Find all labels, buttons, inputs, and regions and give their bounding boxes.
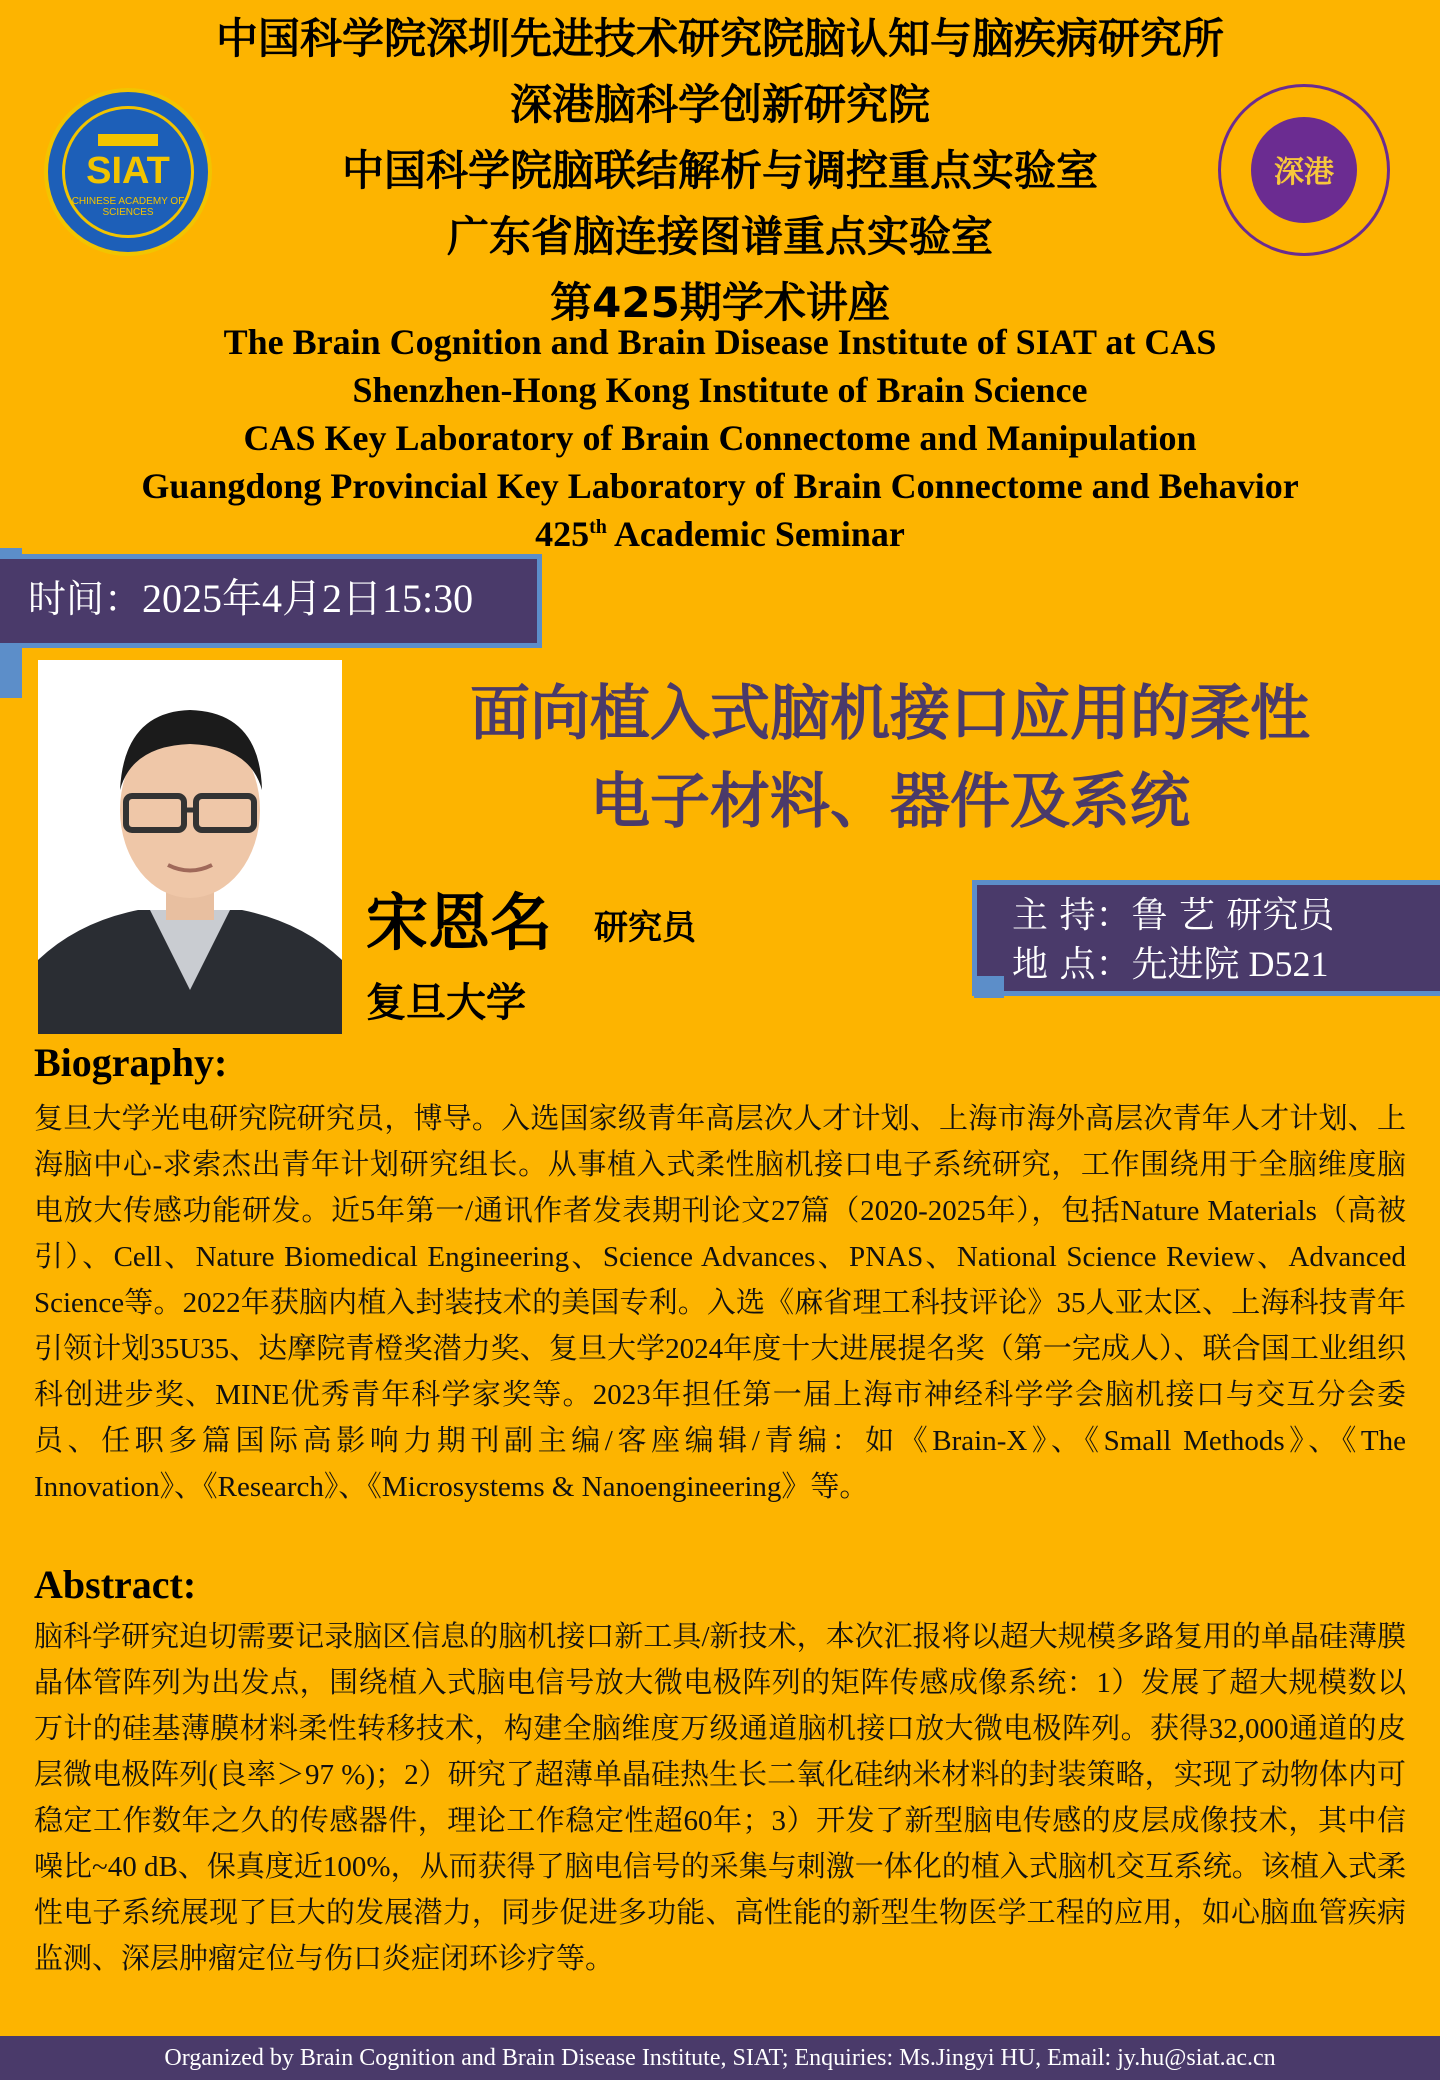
time-value: 2025年4月2日15:30 <box>142 576 474 621</box>
host-venue-text <box>1012 892 1334 989</box>
host-label: 主 持： <box>1012 895 1132 936</box>
footer: Organized by Brain Cognition and Brain Disease Institute, SIAT; Enquiries: Ms.Jingyi HU, Email: jy.hu@siat.ac.cn <box>0 2036 1440 2080</box>
abstract-heading: Abstract: <box>34 1562 197 1607</box>
header-en-titles <box>60 318 1380 558</box>
speaker-name: 宋恩名 <box>366 886 553 959</box>
speaker-photo <box>38 660 342 1034</box>
header-en-line: The Brain Cognition and Brain Disease Institute of SIAT at CAS <box>223 322 1217 362</box>
seminar-label: Academic Seminar <box>613 514 905 554</box>
siat-logo-icon <box>44 88 212 256</box>
header-cn-line: 深港脑科学创新研究院 <box>509 80 930 129</box>
header-cn-line: 广东省脑连接图谱重点实验室 <box>446 212 993 261</box>
header-cn-line: 中国科学院脑联结解析与调控重点实验室 <box>341 146 1098 195</box>
speaker-portrait-icon <box>38 660 342 1034</box>
venue-row <box>1012 940 1334 989</box>
host-value: 鲁 艺 研究员 <box>1131 895 1335 936</box>
talk-title-line: 电子材料、器件及系统 <box>590 767 1190 837</box>
header-en-line: CAS Key Laboratory of Brain Connectome and Manipulation <box>243 418 1197 458</box>
seminar-line <box>60 510 1380 558</box>
header-cn-titles <box>140 6 1300 336</box>
talk-title <box>420 670 1360 846</box>
venue-label: 地 点： <box>1012 944 1132 985</box>
seminar-suffix: th <box>589 516 607 538</box>
time-label: 时间： <box>28 577 143 621</box>
header-en-line: Shenzhen-Hong Kong Institute of Brain Science <box>352 370 1088 410</box>
siat-logo-sub: CHINESE ACADEMY OF SCIENCES <box>71 196 185 218</box>
abstract-text: 脑科学研究迫切需要记录脑区信息的脑机接口新工具/新技术，本次汇报将以超大规模多路复用的单晶硅薄膜晶体管阵列为出发点，围绕植入式脑电信号放大微电极阵列的矩阵传感成像系统：1）发展了超大规模数以万计的硅基薄膜材料柔性转移技术，构建全脑维度万级通道脑机接口放大微电极阵列。获得32,000通道的皮层微电极阵列(良率＞97 %)；2）研究了超薄单晶硅热生长二氧化硅纳米材料的封装策略，实现了动物体内可稳定工作数年之久的传感器件，理论工作稳定性超60年；3）开发了新型脑电传感的皮层成像技术，其中信噪比~40 dB、保真度近100%，从而获得了脑电信号的采集与刺激一体化的植入式脑机交互系统。该植入式柔性电子系统展现了巨大的发展潜力，同步促进多功能、高性能的新型生物医学工程的应用，如心脑血管疾病监测、深层肿瘤定位与伤口炎症闭环诊疗等。 <box>34 1621 1406 1975</box>
time-text <box>28 574 473 624</box>
venue-value: 先进院 D521 <box>1131 944 1329 984</box>
header-cn-line: 第425期学术讲座 <box>550 278 890 327</box>
shenzhen-hong-kong-brain-institute-logo-icon: 深港 <box>1218 84 1390 256</box>
header-en-line: Guangdong Provincial Key Laboratory of Brain Connectome and Behavior <box>141 466 1299 506</box>
seminar-number: 425 <box>535 514 590 554</box>
talk-title-line: 面向植入式脑机接口应用的柔性 <box>470 679 1310 749</box>
biography-heading: Biography: <box>34 1040 228 1085</box>
speaker-role: 研究员 <box>594 908 696 948</box>
biography-text: 复旦大学光电研究院研究员，博导。入选国家级青年高层次人才计划、上海市海外高层次青年人才计划、上海脑中心-求索杰出青年计划研究组长。从事植入式柔性脑机接口电子系统研究，工作围绕用于全脑维度脑电放大传感功能研发。近5年第一/通讯作者发表期刊论文27篇（2020-2025年），包括Nature Materials（高被引）、Cell、Nature Biomedical Engineering、Science Advances、PNAS、National Science Review、Advanced Science等。2022年获脑内植入封装技术的美国专利。入选《麻省理工科技评论》35人亚太区、上海科技青年引领计划35U35、达摩院青橙奖潜力奖、复旦大学2024年度十大进展提名奖（第一完成人）、联合国工业组织科创进步奖、MINE优秀青年科学家奖等。2023年担任第一届上海市神经科学学会脑机接口与交互分会委员、任职多篇国际高影响力期刊副主编/客座编辑/青编：如《Brain-X》、《Small Methods》、《The Innovation》、《Research》、《Microsystems & Nanoengineering》等。 <box>34 1103 1406 1503</box>
siat-logo-word: SIAT <box>86 150 170 192</box>
speaker-affiliation: 复旦大学 <box>366 980 526 1026</box>
host-row <box>1012 892 1334 940</box>
host-box-accent <box>974 976 1004 998</box>
header-cn-line: 中国科学院深圳先进技术研究院脑认知与脑疾病研究所 <box>215 14 1224 63</box>
